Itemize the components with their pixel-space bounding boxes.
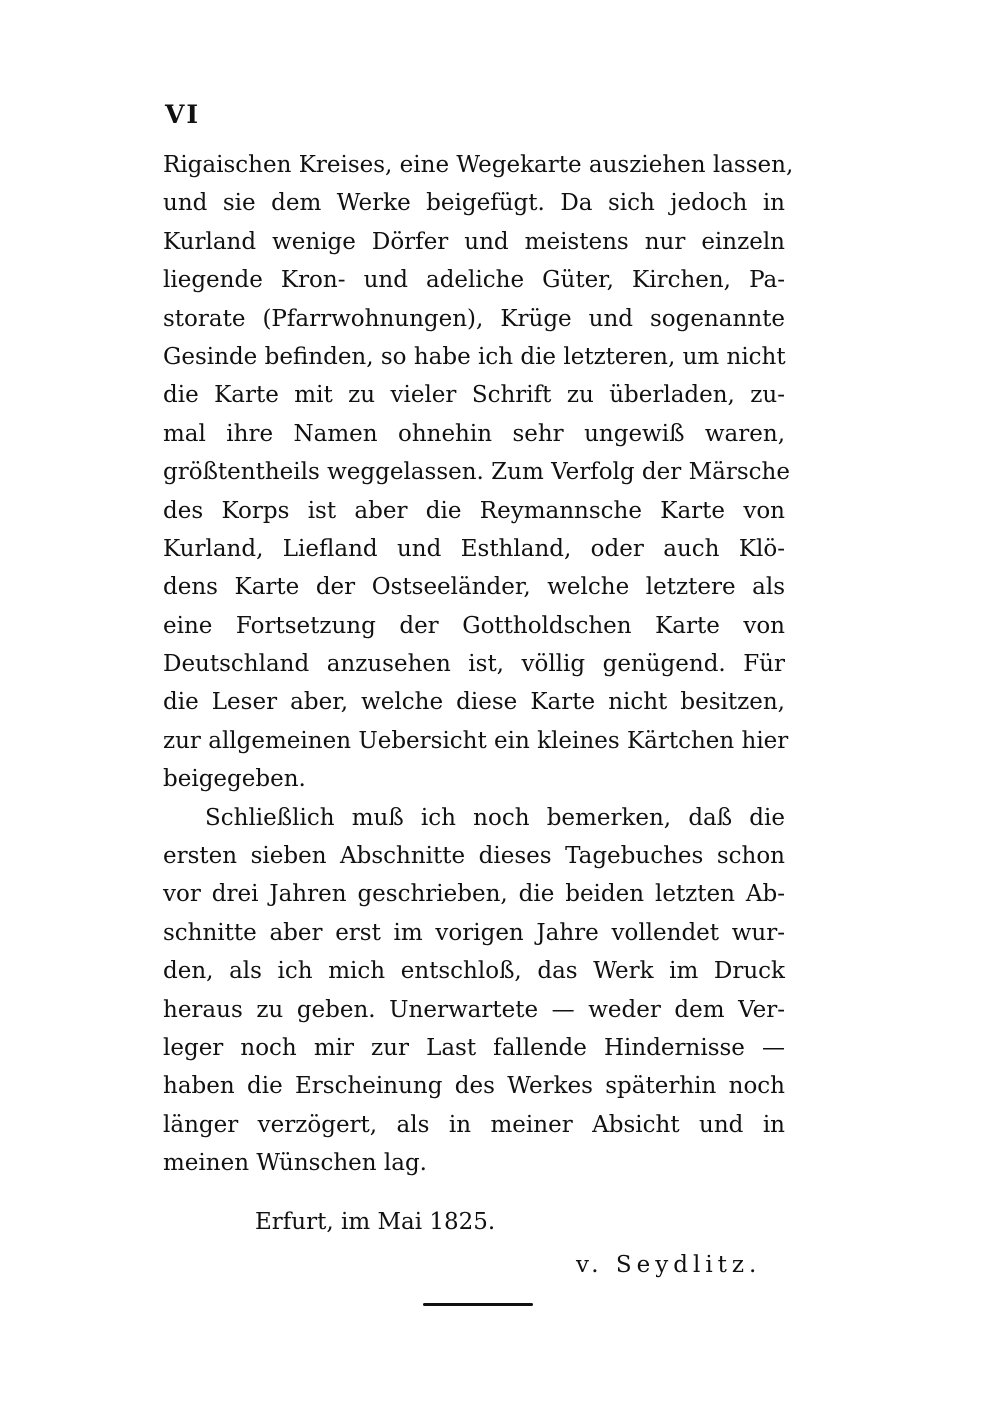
text-line: haben die Erscheinung des Werkes späterhin noch — [163, 1073, 785, 1100]
text-line: Gesinde befinden, so habe ich die letzteren, um nicht — [163, 343, 786, 370]
text-line: storate (Pfarrwohnungen), Krüge und sogenannte — [163, 305, 785, 332]
text-line: Kurland wenige Dörfer und meistens nur einzeln — [163, 228, 785, 255]
text-line: vor drei Jahren geschrieben, die beiden letzten Ab- — [163, 881, 785, 908]
text-line: eine Fortsetzung der Gottholdschen Karte von — [163, 612, 785, 639]
text-line: liegende Kron- und adeliche Güter, Kirchen, Pa- — [163, 267, 785, 294]
text-line: die Karte mit zu vieler Schrift zu überladen, zu- — [163, 382, 785, 409]
text-line: ersten sieben Abschnitte dieses Tagebuches schon — [163, 843, 785, 870]
text-line: heraus zu geben. Unerwartete — weder dem Ver- — [163, 996, 785, 1023]
body-text — [163, 146, 794, 1183]
text-line: leger noch mir zur Last fallende Hindernisse — — [163, 1034, 785, 1061]
text-line: Kurland, Liefland und Esthland, oder auch Klö- — [163, 535, 785, 562]
text-line: Schließlich muß ich noch bemerken, daß die — [205, 804, 785, 831]
text-line: Deutschland anzusehen ist, völlig genügend. Für — [163, 651, 785, 678]
text-line: dens Karte der Ostseeländer, welche letztere als — [163, 574, 785, 601]
text-line: Rigaischen Kreises, eine Wegekarte ausziehen lassen, — [163, 152, 794, 178]
section-end-rule — [423, 1303, 533, 1306]
text-line: größtentheils weggelassen. Zum Verfolg der Märsche — [163, 459, 790, 486]
text-line: beigegeben. — [163, 766, 306, 793]
text-line: und sie dem Werke beigefügt. Da sich jedoch in — [163, 190, 785, 217]
author-signature: v. Seydlitz. — [576, 1252, 762, 1278]
text-line: die Leser aber, welche diese Karte nicht besitzen, — [163, 689, 785, 716]
text-line: den, als ich mich entschloß, das Werk im Druck — [163, 958, 785, 985]
place-date: Erfurt, im Mai 1825. — [255, 1209, 496, 1235]
text-line: schnitte aber erst im vorigen Jahre vollendet wur- — [163, 919, 785, 946]
text-line: länger verzögert, als in meiner Absicht und in — [163, 1111, 785, 1138]
page-number: VI — [165, 100, 201, 129]
text-line: meinen Wünschen lag. — [163, 1150, 427, 1177]
text-line: mal ihre Namen ohnehin sehr ungewiß waren, — [163, 420, 785, 447]
text-line: des Korps ist aber die Reymannsche Karte von — [163, 497, 785, 524]
text-line: zur allgemeinen Uebersicht ein kleines Kärtchen hier — [163, 727, 789, 754]
